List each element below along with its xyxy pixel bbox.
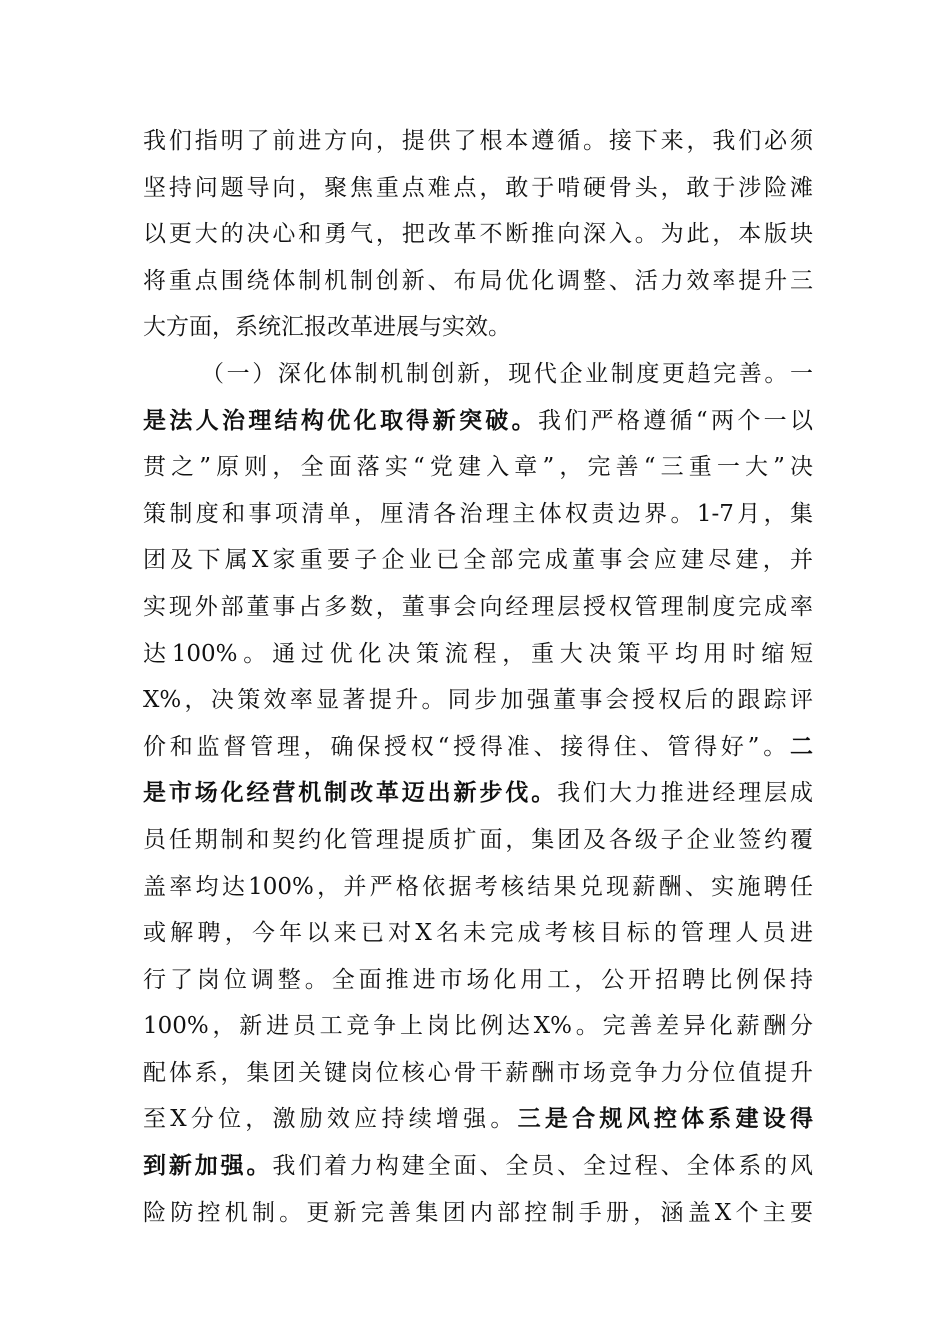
text-segment: 行了岗位调整。全面推进市场化用工，公开招聘比例保持 xyxy=(143,966,813,993)
text-line xyxy=(143,910,813,957)
text-line xyxy=(143,211,813,258)
text-segment: 或解聘，今年以来已对X名未完成考核目标的管理人员进 xyxy=(143,920,813,947)
text-line xyxy=(143,258,813,305)
bold-heading-segment: 到新加强。 xyxy=(143,1152,273,1180)
text-line xyxy=(143,444,813,491)
text-line xyxy=(143,817,813,864)
text-segment: 员任期制和契约化管理提质扩面，集团及各级子企业签约覆 xyxy=(143,826,813,853)
text-segment: （一）深化体制机制创新，现代企业制度更趋完善。一 xyxy=(201,360,813,387)
text-line xyxy=(143,351,813,398)
text-line xyxy=(143,957,813,1004)
text-line xyxy=(143,770,813,817)
bold-heading-segment: 是市场化经营机制改革迈出新步伐。 xyxy=(143,779,558,807)
text-segment: 至X分位，激励效应持续增强。 xyxy=(143,1106,518,1133)
bold-heading-segment: 二 xyxy=(790,732,813,760)
text-segment: 险防控机制。更新完善集团内部控制手册，涵盖X个主要 xyxy=(143,1199,813,1226)
text-line xyxy=(143,118,813,165)
text-line xyxy=(143,491,813,538)
text-segment: 贯之”原则，全面落实“党建入章”，完善“三重一大”决 xyxy=(143,454,813,481)
text-line xyxy=(143,724,813,771)
text-segment: 坚持问题导向，聚焦重点难点，敢于啃硬骨头，敢于涉险滩 xyxy=(143,174,813,201)
text-line xyxy=(143,677,813,724)
text-segment: X%，决策效率显著提升。同步加强董事会授权后的跟踪评 xyxy=(143,687,813,714)
text-segment: 配体系，集团关键岗位核心骨干薪酬市场竞争力分位值提升 xyxy=(143,1059,813,1086)
text-line xyxy=(143,304,813,351)
text-line xyxy=(143,864,813,911)
text-segment: 我们大力推进经理层成 xyxy=(557,780,814,807)
text-line xyxy=(143,398,813,445)
text-line xyxy=(143,1143,813,1190)
text-line xyxy=(143,1096,813,1143)
text-line xyxy=(143,1190,813,1237)
bold-heading-segment: 是法人治理结构优化取得新突破。 xyxy=(143,406,538,434)
text-segment: 价和监督管理，确保授权“授得准、接得住、管得好”。 xyxy=(143,733,790,760)
text-line xyxy=(143,1050,813,1097)
text-segment: 我们着力构建全面、全员、全过程、全体系的风 xyxy=(272,1153,814,1180)
text-line xyxy=(143,584,813,631)
text-segment: 达100%。通过优化决策流程，重大决策平均用时缩短 xyxy=(143,640,813,667)
bold-heading-segment: 三是合规风控体系建设得 xyxy=(517,1105,813,1133)
document-body-text xyxy=(143,118,813,1236)
text-line xyxy=(143,165,813,212)
text-segment: 100%，新进员工竞争上岗比例达X%。完善差异化薪酬分 xyxy=(143,1013,813,1040)
text-segment: 将重点围绕体制机制创新、布局优化调整、活力效率提升三 xyxy=(143,267,813,294)
text-line xyxy=(143,537,813,584)
text-segment: 团及下属X家重要子企业已全部完成董事会应建尽建，并 xyxy=(143,547,813,574)
text-line xyxy=(143,631,813,678)
text-segment: 实现外部董事占多数，董事会向经理层授权管理制度完成率 xyxy=(143,593,813,620)
text-line xyxy=(143,1003,813,1050)
text-segment: 大方面，系统汇报改革进展与实效。 xyxy=(143,314,511,341)
text-segment: 策制度和事项清单，厘清各治理主体权责边界。1-7月，集 xyxy=(143,500,813,527)
text-segment: 以更大的决心和勇气，把改革不断推向深入。为此，本版块 xyxy=(143,221,813,248)
text-segment: 我们严格遵循“两个一以 xyxy=(537,407,814,434)
text-segment: 我们指明了前进方向，提供了根本遵循。接下来，我们必须 xyxy=(143,128,813,154)
text-segment: 盖率均达100%，并严格依据考核结果兑现薪酬、实施聘任 xyxy=(143,873,813,900)
